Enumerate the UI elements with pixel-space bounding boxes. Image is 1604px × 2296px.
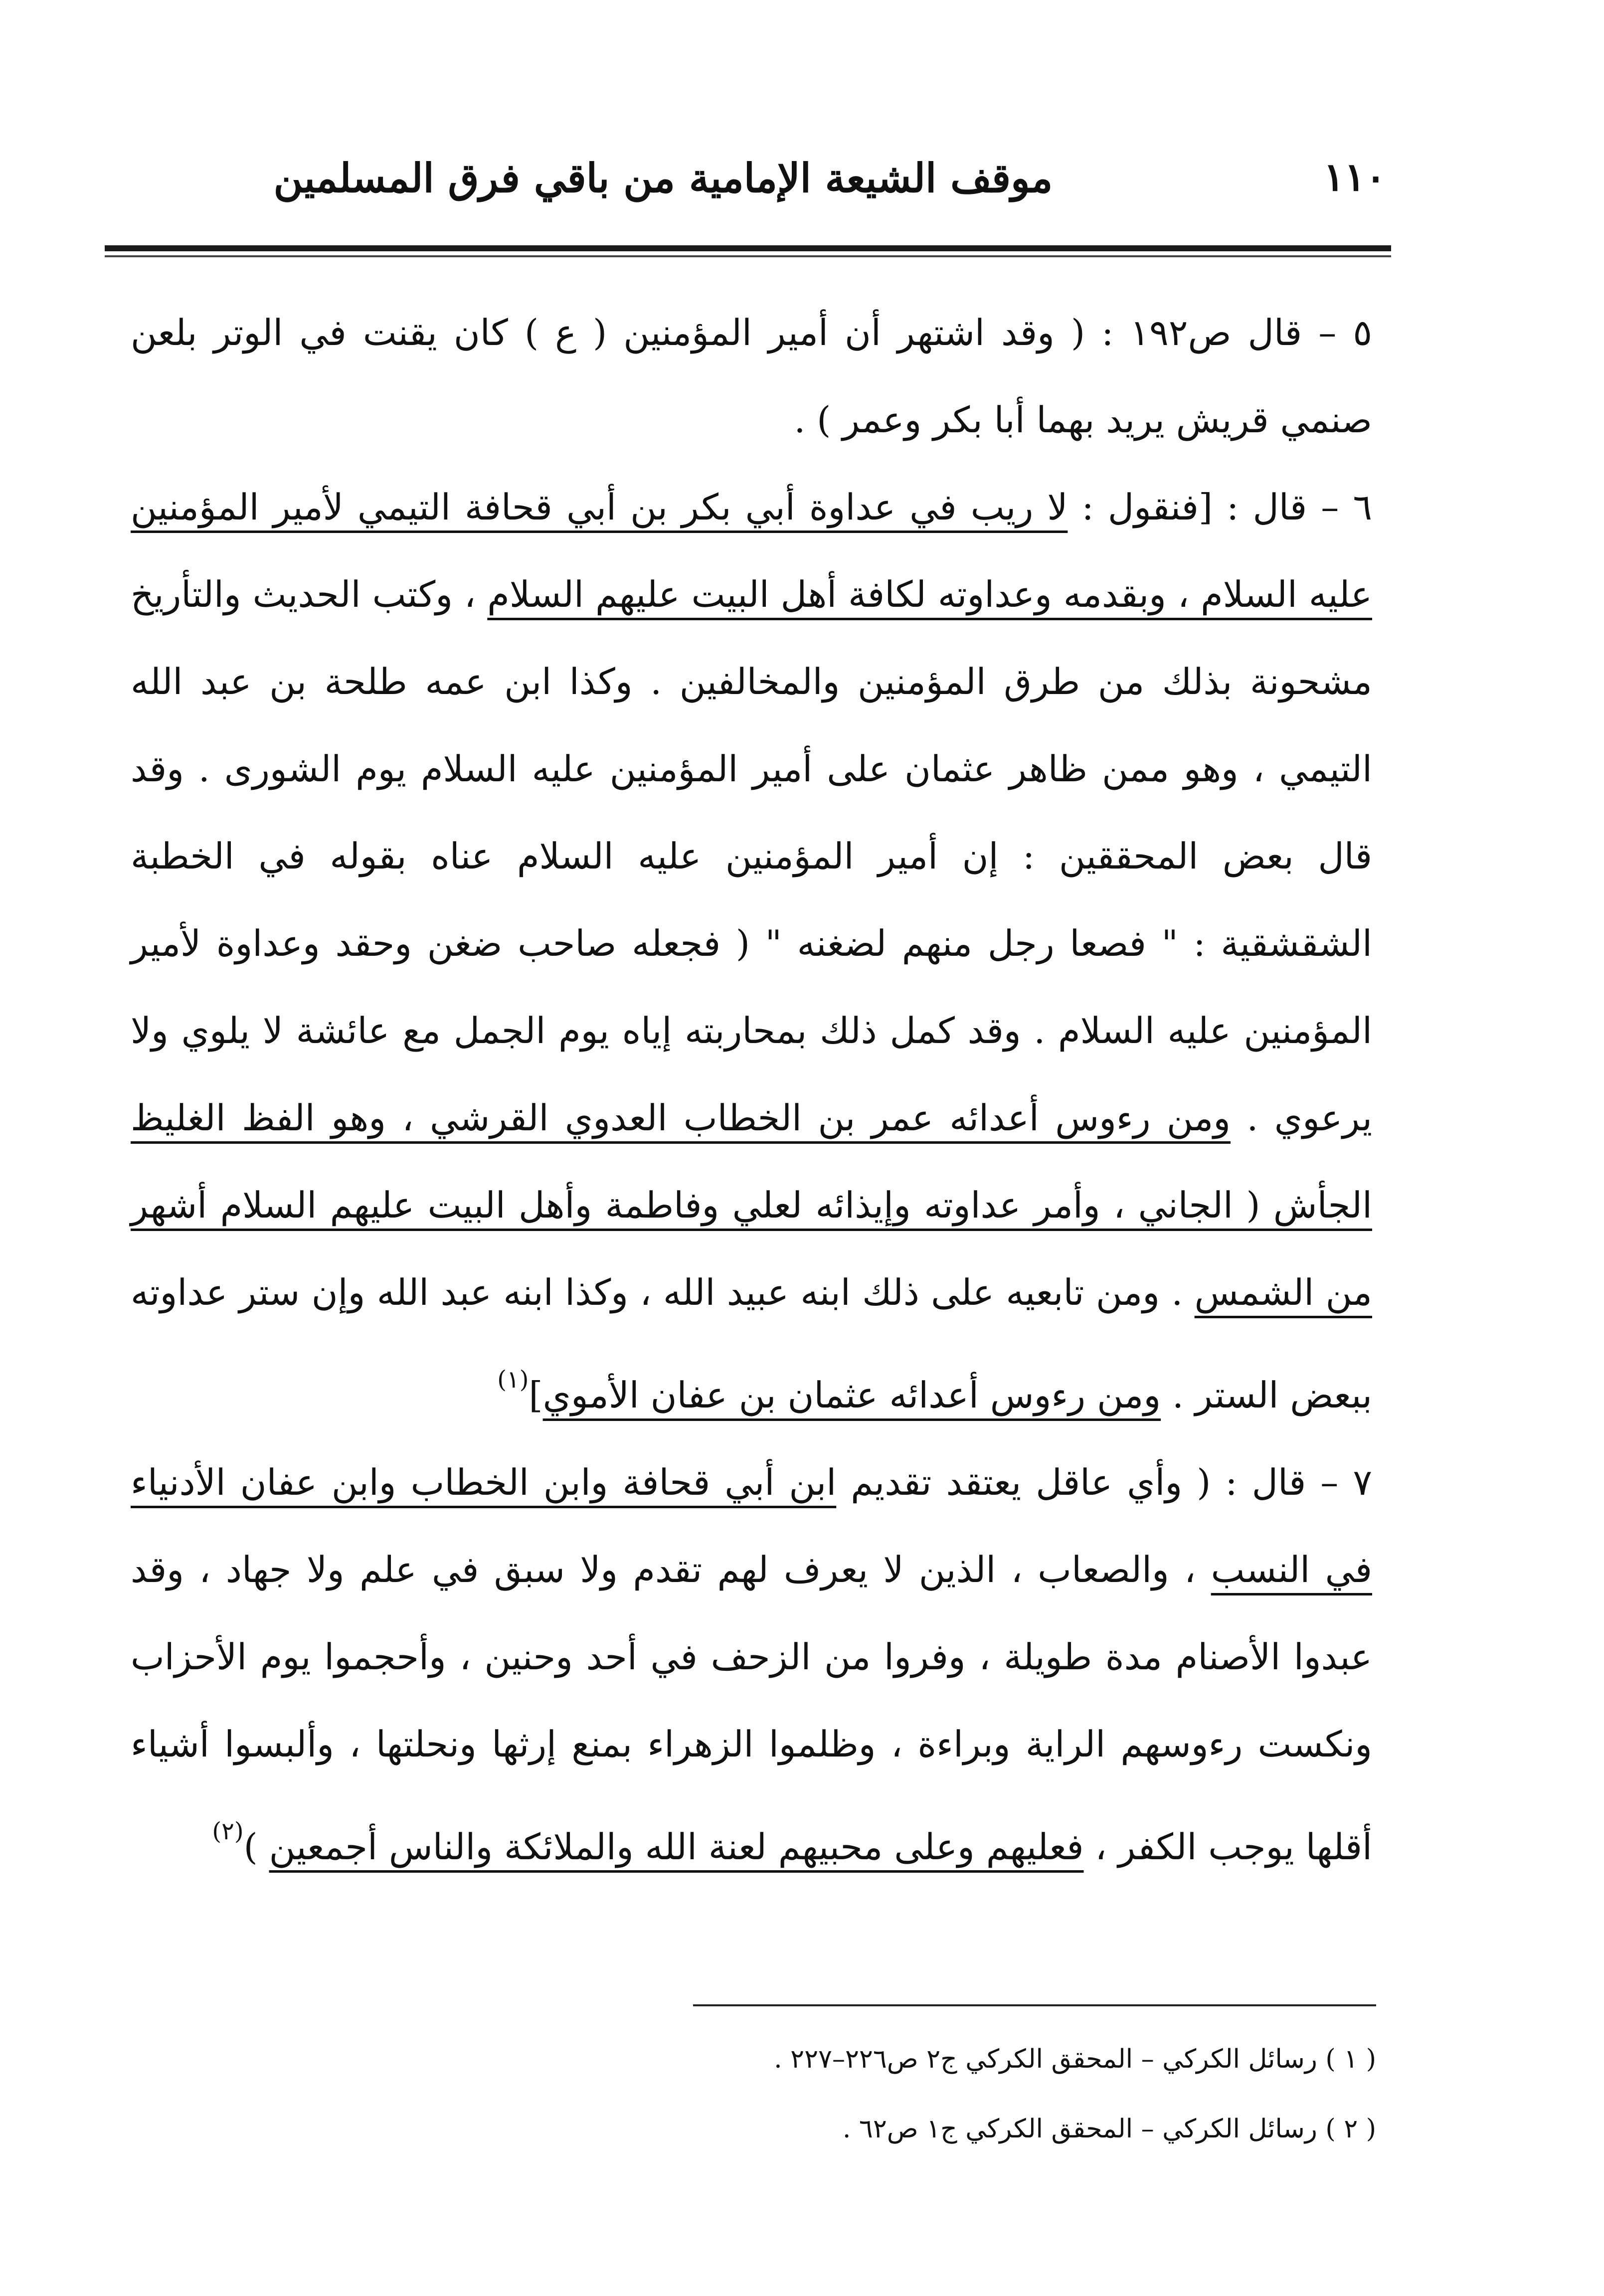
page-header [105,150,1386,209]
running-title: موقف الشيعة الإمامية من باقي فرق المسلمين [273,155,1053,201]
text-segment: ، وكتب الحديث والتأريخ مشحونة بذلك من طرق المؤمنين والمخالفين . وكذا ابن عمه طلحة بن عبد الله التيمي ، وهو ممن ظاهر عثمان على أمير المؤمنين عليه السلام يوم الشورى . وقد قال بعض المحققين : إن أمير المؤمنين عليه السلام عناه بقوله في الخطبة الشقشقية : " فصعا رجل منهم لضغنه " ( فجعله صاحب ضغن وحقد وعداوة لأمير المؤمنين عليه السلام . وقد كمل ذلك بمحاربته إياه يوم الجمل مع عائشة لا يلوي ولا يرعوي . [131,573,1373,1139]
footnote-1: ( ١ ) رسائل الكركي – المحقق الكركي ج٢ ص٢٢٦–٢٢٧ . [774,2044,1376,2074]
text-segment: ٦ – قال : [فنقول : [1068,486,1373,528]
text-segment: ٧ – قال : ( وأي عاقل يعتقد تقديم [836,1461,1372,1503]
footnote-reference[interactable]: (٢) [212,1817,244,1845]
header-rule-thin [105,255,1391,257]
text-segment: ٥ – قال ص١٩٢ : ( وقد اشتهر أن أمير المؤمنين ( ع ) كان يقنت في الوتر بلعن صنمي قريش يريد بهما أبا بكر وعمر ) . [131,312,1372,441]
paragraph-7 [131,1439,1372,1891]
footnote-2: ( ٢ ) رسائل الكركي – المحقق الكركي ج١ ص٦٢ . [842,2114,1376,2144]
page-number: ١١٠ [1323,155,1386,200]
body-text [131,289,1372,1891]
underlined-segment: ابن أبي قحافة وابن الخطاب وابن عفان الأدنياء في النسب [131,1461,1373,1590]
underlined-segment: لا ريب في عداوة أبي بكر بن أبي قحافة التيمي لأمير المؤمنين عليه السلام ، وبقدمه وعداوته لكافة أهل البيت عليهم السلام [131,486,1372,615]
paragraph-5 [131,289,1372,464]
underlined-segment: ومن رءوس أعدائه عثمان بن عفان الأموي [542,1374,1161,1416]
underlined-segment: فعليهم وعلى محبيهم لعنة الله والملائكة والناس أجمعين [269,1826,1084,1868]
paragraph-6 [131,464,1372,1439]
text-segment: ) [243,1826,269,1868]
footnote-reference[interactable]: (١) [497,1366,529,1394]
header-rule-thick [105,245,1391,251]
footnotes [598,2024,1376,2164]
text-segment: ] [529,1374,543,1416]
underlined-segment: ومن رءوس أعدائه عمر بن الخطاب العدوي القرشي ، وهو الفظ الغليظ الجأش ( الجاني ، وأمر عداوته وإيذائه لعلي وفاطمة وأهل البيت عليهم السلام أشهر من الشمس [131,1097,1372,1313]
text-segment: . ومن تابعيه على ذلك ابنه عبيد الله ، وكذا ابنه عبد الله وإن ستر عداوته ببعض الستر . [131,1271,1372,1416]
text-segment: ، والصعاب ، الذين لا يعرف لهم تقدم ولا سبق في علم ولا جهاد ، وقد عبدوا الأصنام مدة طويلة ، وفروا من الزحف في أحد وحنين ، وأحجموا يوم الأحزاب ونكست رءوسهم الراية وبراءة ، وظلموا الزهراء بمنع إرثها ونحلتها ، وألبسوا أشياء أقلها يوجب الكفر ، [131,1549,1372,1868]
footnote-separator [693,2004,1376,2006]
